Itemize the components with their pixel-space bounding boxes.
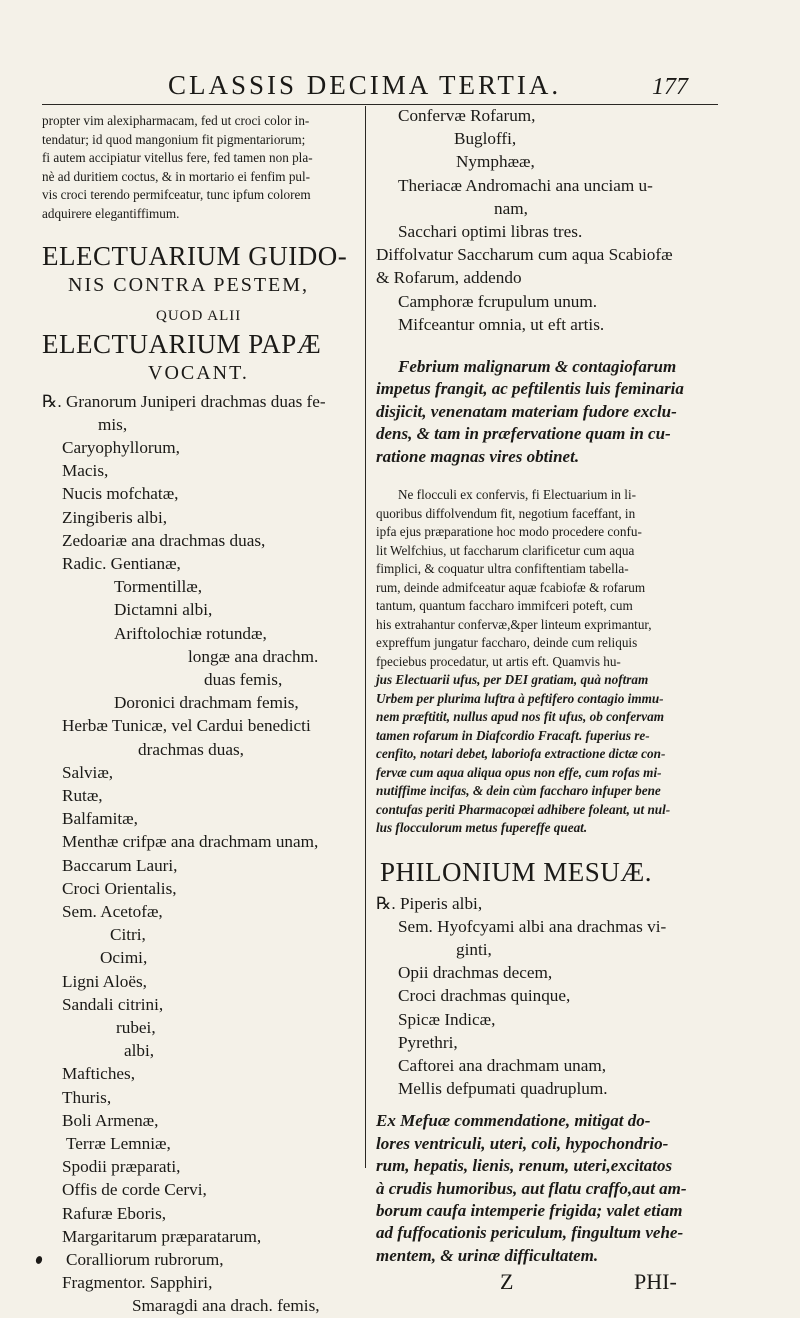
recipe-line: ℞. Piperis albi, bbox=[376, 893, 483, 913]
right-column bbox=[376, 106, 716, 1295]
recipe-line: Sem. Hyofcyami albi ana drachmas vi- bbox=[398, 916, 667, 936]
recipe-line: Herbæ Tunicæ, vel Cardui benedicti bbox=[62, 716, 311, 736]
running-title: CLASSIS DECIMA TERTIA. bbox=[168, 70, 562, 100]
recipe-line: ℞. Granorum Juniperi drachmas duas fe- bbox=[42, 391, 326, 411]
recipe-line: Opii drachmas decem, bbox=[398, 963, 553, 983]
commendation-line: ad fuffocationis periculum, fingultum vehe- bbox=[376, 1223, 684, 1243]
note-italic-line: nutiffime incifas, & dein cùm faccharo infuper bene bbox=[376, 783, 661, 799]
commendation-paragraph bbox=[376, 1110, 716, 1267]
recipe-line: Nucis mofchatæ, bbox=[62, 484, 179, 504]
recipe-line: Sem. Acetofæ, bbox=[62, 902, 163, 922]
note-line: fpeciebus procedatur, ut artis eft. Quamvis hu- bbox=[376, 653, 621, 669]
recipe-line: Coralliorum rubrorum, bbox=[66, 1250, 224, 1270]
febrium-line: impetus frangit, ac peftilentis luis feminaria bbox=[376, 379, 684, 399]
recipe-line: Rutæ, bbox=[62, 786, 103, 806]
recipe-line: Zedoariæ ana drachmas duas, bbox=[62, 530, 266, 550]
catchword-row bbox=[376, 1269, 716, 1295]
recipe-line: mis, bbox=[98, 414, 128, 434]
febrium-line: Febrium malignarum & contagiofarum bbox=[398, 357, 677, 377]
recipe-line: Terræ Lemniæ, bbox=[66, 1134, 171, 1154]
commendation-line: borum caufa intemperie frigida; valet etiam bbox=[376, 1201, 683, 1221]
heading-line-1: ELECTUARIUM GUIDO- bbox=[42, 240, 348, 271]
commendation-line: Ex Mefuæ commendatione, mitigat do- bbox=[376, 1111, 651, 1131]
note-paragraph bbox=[376, 486, 716, 838]
note-line: his extrahantur confervæ,&per linteum exprimantur, bbox=[376, 616, 652, 632]
febrium-line: dens, & tam in præfervatione quam in cu- bbox=[376, 424, 671, 444]
recipe-list-right bbox=[376, 104, 716, 336]
recipe-line: duas femis, bbox=[204, 670, 283, 689]
note-line: fimplici, & coquatur ultra confiftentiam tabella- bbox=[376, 561, 629, 577]
recipe-line: Margaritarum præparatarum, bbox=[62, 1226, 262, 1246]
recipe-line: Sacchari optimi libras tres. bbox=[398, 222, 583, 242]
recipe-line: ginti, bbox=[456, 939, 492, 959]
recipe-line: Salviæ, bbox=[62, 762, 114, 782]
recipe-line: Maftiches, bbox=[62, 1064, 136, 1084]
recipe-line: Sandali citrini, bbox=[62, 994, 164, 1014]
note-line: quoribus diffolvendum fit, negotium faceffant, in bbox=[376, 505, 636, 521]
note-italic-line: jus Electuarii ufus, per DEI gratiam, quà noftram bbox=[376, 672, 649, 688]
catchword: PHI- bbox=[634, 1269, 677, 1295]
recipe-line: Caryophyllorum, bbox=[62, 437, 180, 457]
recipe-line: Radic. Gentianæ, bbox=[62, 553, 181, 573]
recipe-line: Smaragdi ana drach. femis, bbox=[132, 1296, 320, 1316]
signature-mark: Z bbox=[500, 1269, 514, 1295]
recipe-line: Ariftolochiæ rotundæ, bbox=[114, 623, 267, 643]
recipe-line: Ligni Aloës, bbox=[62, 971, 147, 991]
recipe-line: Thuris, bbox=[62, 1087, 112, 1107]
recipe-line: Tormentillæ, bbox=[114, 577, 203, 597]
recipe-list-left bbox=[42, 390, 356, 1318]
heading-line-5: VOCANT. bbox=[148, 361, 249, 384]
recipe-line: rubei, bbox=[116, 1018, 156, 1038]
recipe-line: Pyrethri, bbox=[398, 1032, 458, 1052]
recipe-line: albi, bbox=[124, 1041, 155, 1061]
recipe-line: Nymphææ, bbox=[456, 152, 535, 172]
note-line: expreffum jungatur faccharo, deinde cum reliquis bbox=[376, 635, 638, 651]
recipe-line: Croci Orientalis, bbox=[62, 878, 177, 898]
note-italic-line: nem præftitit, nullus apud nos fit ufus, ob confervam bbox=[376, 709, 664, 725]
commendation-line: à crudis humoribus, aut flatu craffo,aut am- bbox=[376, 1178, 687, 1198]
intro-line: tendatur; id quod mangonium fit pigmentariorum; bbox=[42, 131, 306, 147]
commendation-line: mentem, & urinæ difficultatem. bbox=[376, 1245, 599, 1265]
note-line: rum, deinde admifceatur aquæ fcabiofæ & rofarum bbox=[376, 579, 646, 595]
recipe-line: Menthæ crifpæ ana drachmam unam, bbox=[62, 832, 319, 852]
recipe-line: Theriacæ Andromachi ana unciam u- bbox=[398, 175, 653, 195]
note-line: lit Welfchius, ut faccharum clarificetur cum aqua bbox=[376, 542, 635, 558]
note-line: Ne flocculi ex confervis, fi Electuarium in li- bbox=[398, 487, 637, 503]
note-line: tantum, quantum faccharo immifceri poteft, cum bbox=[376, 598, 633, 614]
recipe-line: Croci drachmas quinque, bbox=[398, 986, 571, 1006]
heading-line-2: NIS CONTRA PESTEM, bbox=[68, 273, 310, 296]
recipe-line: Macis, bbox=[62, 461, 109, 481]
philonium-recipe bbox=[376, 892, 716, 1101]
recipe-line: Citri, bbox=[110, 925, 146, 945]
recipe-line: nam, bbox=[494, 198, 528, 218]
recipe-line: Fragmentor. Sapphiri, bbox=[62, 1273, 213, 1293]
heading-line-3: QUOD ALII bbox=[156, 307, 242, 324]
recipe-line: longæ ana drachm. bbox=[188, 646, 319, 666]
note-italic-line: fervæ cum aqua aliqua opus non effe, cum rofas mi- bbox=[376, 764, 662, 780]
note-italic-line: tamen rofarum in Diafcordio Fracaft. fuperius re- bbox=[376, 727, 650, 743]
recipe-line: Mellis defpumati quadruplum. bbox=[398, 1079, 608, 1099]
note-line: ipfa ejus præparatione hoc modo procedere confu- bbox=[376, 524, 642, 540]
intro-line: adquirere elegantiffimum. bbox=[42, 205, 180, 221]
recipe-line: Bugloffi, bbox=[454, 129, 517, 149]
recipe-line: Zingiberis albi, bbox=[62, 507, 168, 527]
recipe-line: Offis de corde Cervi, bbox=[62, 1180, 207, 1200]
recipe-line: Spicæ Indicæ, bbox=[398, 1009, 496, 1029]
recipe-line: Confervæ Rofarum, bbox=[398, 106, 536, 125]
philonium-heading: PHILONIUM MESUÆ. bbox=[380, 856, 653, 887]
intro-line: fi autem accipiatur vitellus fere, fed tamen non pla- bbox=[42, 150, 313, 166]
note-italic-line: Urbem per plurima luftra à peftifero contagio immu- bbox=[376, 690, 664, 706]
febrium-paragraph bbox=[376, 356, 716, 468]
section-heading-electuarium bbox=[42, 240, 356, 386]
recipe-line: Spodii præparati, bbox=[62, 1157, 181, 1177]
recipe-line: Camphoræ fcrupulum unum. bbox=[398, 291, 598, 311]
intro-line: vis croci terendo permifceatur, tunc ipfum colorem bbox=[42, 187, 311, 203]
page-number: 177 bbox=[652, 74, 688, 100]
recipe-line: Ocimi, bbox=[100, 948, 148, 968]
left-column bbox=[42, 106, 356, 1318]
recipe-line: Rafuræ Eboris, bbox=[62, 1203, 167, 1223]
intro-paragraph bbox=[42, 112, 356, 224]
heading-line-4: ELECTUARIUM PAPÆ bbox=[42, 328, 322, 359]
recipe-line: Doronici drachmam femis, bbox=[114, 693, 299, 713]
note-italic-line: lus flocculorum metus fupereffe queat. bbox=[376, 820, 588, 836]
commendation-line: lores ventriculi, uteri, coli, hypochondrio- bbox=[376, 1133, 669, 1153]
recipe-line: Mifceantur omnia, ut eft artis. bbox=[398, 314, 605, 334]
recipe-line: drachmas duas, bbox=[138, 739, 244, 759]
febrium-line: disjicit, venenatam materiam fudore exclu- bbox=[376, 401, 677, 421]
recipe-line: Boli Armenæ, bbox=[62, 1110, 159, 1130]
recipe-line: Balfamitæ, bbox=[62, 809, 138, 829]
recipe-line: Baccarum Lauri, bbox=[62, 855, 178, 875]
note-italic-line: cenfito, notari debet, laboriofa extractione dictæ con- bbox=[376, 746, 666, 762]
column-rule bbox=[365, 106, 366, 1168]
intro-line: propter vim alexipharmacam, fed ut croci color in- bbox=[42, 113, 310, 128]
recipe-line: Diffolvatur Saccharum cum aqua Scabiofæ bbox=[376, 245, 673, 265]
febrium-line: ratione magnas vires obtinet. bbox=[376, 446, 580, 466]
commendation-line: rum, hepatis, lienis, renum, uteri,excitatos bbox=[376, 1156, 673, 1176]
recipe-line: Dictamni albi, bbox=[114, 600, 213, 620]
note-italic-line: contufas periti Pharmacopœi adhibere foleant, ut nul- bbox=[376, 801, 671, 817]
recipe-line: Caftorei ana drachmam unam, bbox=[398, 1055, 607, 1075]
intro-line: nè ad duritiem coctus, & in mortario ei fenfim pul- bbox=[42, 168, 311, 184]
recipe-line: & Rofarum, addendo bbox=[376, 268, 522, 288]
